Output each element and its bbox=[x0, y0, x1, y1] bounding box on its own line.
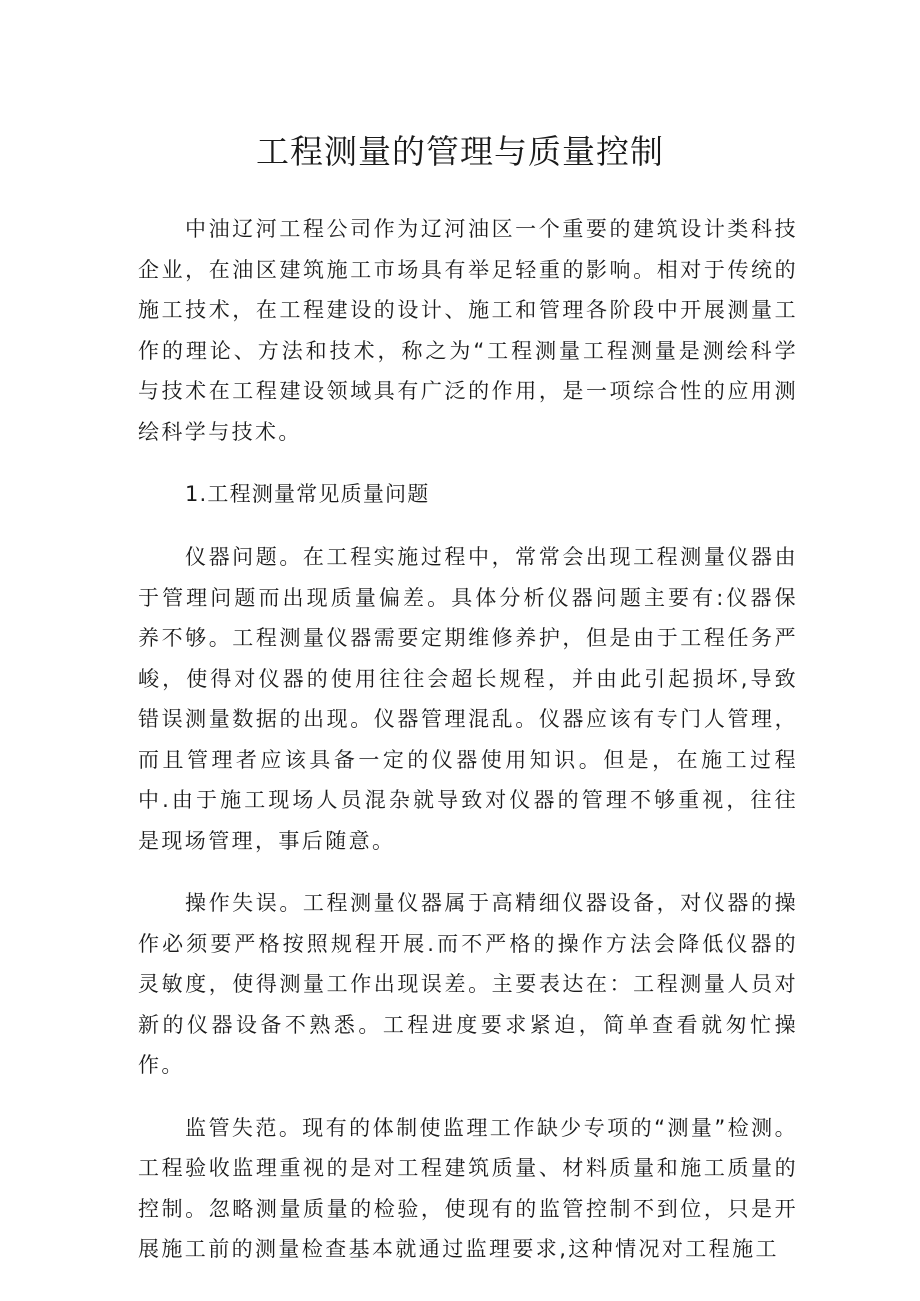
instrument-issue-paragraph: 仪器问题。在工程实施过程中，常常会出现工程测量仪器由于管理问题而出现质量偏差。具体分析仪器问题主要有:仪器保养不够。工程测量仪器需要定期维修养护，但是由于工程任务严峻，使得对仪器的使用往往会超长规程，并由此引起损坏,导致错误测量数据的出现。仪器管理混乱。仪器应该有专门人管理，而且管理者应该具备一定的仪器使用知识。但是，在施工过程中.由于施工现场人员混杂就导致对仪器的管理不够重视，往往是现场管理，事后随意。 bbox=[138, 545, 798, 853]
section-heading: 1.工程测量常见质量问题 bbox=[185, 482, 430, 506]
supervision-paragraph: 监管失范。现有的体制使监理工作缺少专项的“测量”检测。工程验收监理重视的是对工程建筑质量、材料质量和施工质量的控制。忽略测量质量的检验，使现有的监管控制不到位，只是开展施工前的测量检查基本就通过监理要求,这种情况对工程施工 bbox=[138, 1115, 798, 1261]
intro-paragraph: 中油辽河工程公司作为辽河油区一个重要的建筑设计类科技企业，在油区建筑施工市场具有举足轻重的影响。相对于传统的施工技术，在工程建设的设计、施工和管理各阶段中开展测量工作的理论、方法和技术，称之为“工程测量工程测量是测绘科学与技术在工程建设领域具有广泛的作用，是一项综合性的应用测绘科学与技术。 bbox=[138, 217, 798, 444]
document-title: 工程测量的管理与质量控制 bbox=[256, 132, 664, 171]
document-body bbox=[138, 209, 798, 1270]
operation-error-paragraph: 操作失误。工程测量仪器属于高精细仪器设备，对仪器的操作必须要严格按照规程开展.而不严格的操作方法会降低仪器的灵敏度，使得测量工作出现误差。主要表达在：工程测量人员对新的仪器设备不熟悉。工程进度要求紧迫，简单查看就匆忙操作。 bbox=[138, 891, 798, 1077]
